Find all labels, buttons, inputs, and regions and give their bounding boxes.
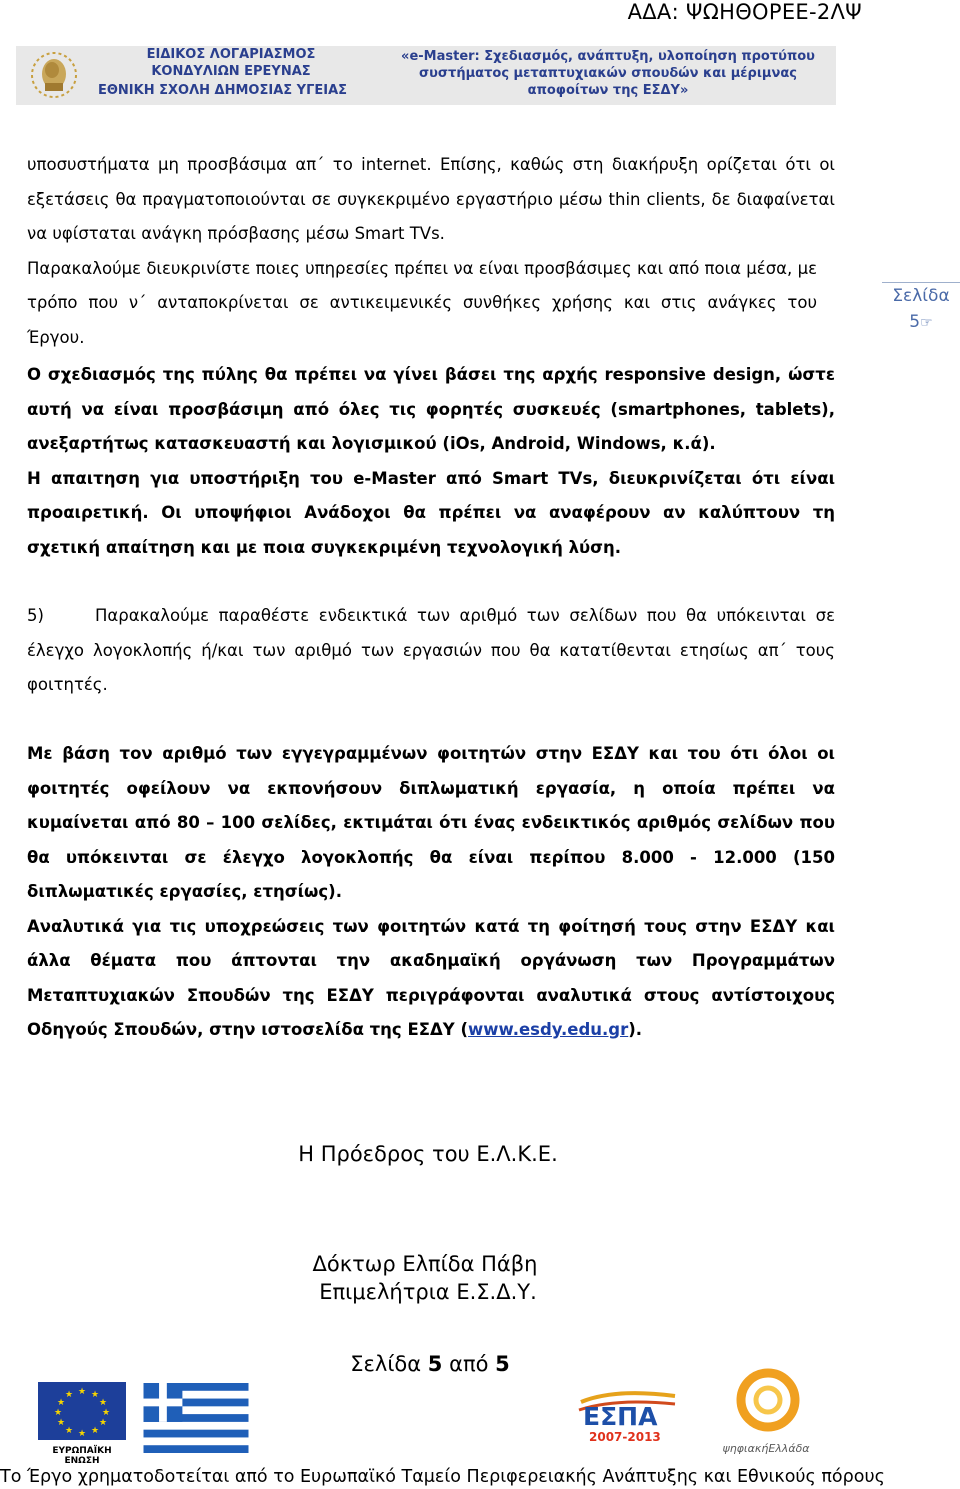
eu-caption: ΕΥΡΩΠΑΪΚΗ ΕΝΩΣΗ (52, 1446, 112, 1466)
svg-text:★: ★ (64, 1426, 74, 1436)
eu-logo (38, 1382, 126, 1466)
svg-text:★: ★ (56, 1418, 66, 1428)
signature-name: Δόκτωρ Ελπίδα Πάβη (312, 1252, 538, 1276)
svg-text:★: ★ (53, 1408, 63, 1418)
header-left-line3: ΕΘΝΙΚΗ ΣΧΟΛΗ ΔΗΜΟΣΙΑΣ ΥΓΕΙΑΣ (98, 83, 348, 98)
signature-role: Επιμελήτρια Ε.Σ.Δ.Υ. (319, 1280, 537, 1304)
svg-text:★: ★ (90, 1390, 100, 1400)
header-right-line2: συστήματος μεταπτυχιακών σπουδών και μέριμνας (419, 66, 797, 81)
header-right-line1: «e-Master: Σχεδιασμός, ανάπτυξη, υλοποίηση προτύπου (401, 49, 815, 64)
header-right-line3: αποφοίτων της ΕΣΔΥ» (527, 83, 689, 98)
answer-section-1 (27, 358, 835, 565)
svg-text:★: ★ (56, 1398, 66, 1408)
page-middle: από (442, 1352, 496, 1376)
header-left-line2: ΚΟΝΔΥΛΙΩΝ ΕΡΕΥΝΑΣ (151, 64, 311, 79)
digital-greece-text: ψηφιακήΕλλάδα (722, 1442, 810, 1455)
question-5 (27, 599, 835, 703)
answer-paragraph-1: Ο σχεδιασμός της πύλης θα πρέπει να γίνει βάσει της αρχής responsive design, ώστε αυτή να είναι προσβάσιμη από όλες τις φορητές συσκευές (smartphones, tablets), ανεξαρτήτως κατασκευαστή και λογισμικού (iOs, Android, Windows, κ.ά). (27, 365, 835, 453)
svg-text:★: ★ (77, 1387, 87, 1397)
document-header (16, 46, 836, 105)
svg-text:★: ★ (77, 1429, 87, 1439)
answer-4-closing: ). (628, 1020, 643, 1039)
signature-title: Η Πρόεδρος του Ε.Λ.Κ.Ε. (298, 1142, 558, 1166)
question-5-number: 5) (27, 606, 44, 625)
eu-flag-icon (38, 1382, 126, 1440)
header-right-block (388, 48, 828, 99)
body-paragraph-1: υποσυστήματα μη προσβάσιμα απ΄ το internet. Επίσης, καθώς στη διακήρυξη ορίζεται ότι οι εξετάσεις θα πραγματοποιούνται σε συγκεκριμένο εργαστήριο μέσω thin clients, δε διαφαίνεται να υφίσταται ανάγκη πρόσβασης μέσω Smart TVs. (27, 155, 835, 243)
espa-years: 2007-2013 (589, 1430, 661, 1444)
school-emblem-logo (28, 50, 80, 100)
espa-title: ΕΣΠΑ (583, 1402, 658, 1431)
answer-section-2 (27, 737, 835, 1048)
header-left-line1: ΕΙΔΙΚΟΣ ΛΟΓΑΡΙΑΣΜΟΣ (146, 47, 316, 62)
question-5-text: Παρακαλούμε παραθέστε ενδεικτικά των αριθμό των σελίδων που θα υπόκεινται σε έλεγχο λογοκλοπής ή/και των αριθμό των εργασιών που θα κατατίθενται ετησίως απ΄ τους φοιτητές. (27, 606, 835, 694)
svg-text:★: ★ (98, 1418, 108, 1428)
body-paragraph-2: Παρακαλούμε διευκρινίστε ποιες υπηρεσίες πρέπει να είναι προσβάσιμες και από ποια μέσα, με τρόπο που ν΄ ανταποκρίνεται σε αντικειμενικές συνθήκες χρήσης και στις ανάγκες του Έργου. (27, 258, 817, 347)
ada-code: ΑΔΑ: ΨΩΗΘΟΡΕΕ-2ΛΨ (627, 0, 862, 24)
answer-paragraph-4 (27, 910, 835, 1048)
page-prefix: Σελίδα (350, 1352, 428, 1376)
page-total: 5 (495, 1352, 510, 1376)
digital-greece-logo (718, 1368, 814, 1460)
digital-greece-emblem-icon (718, 1368, 814, 1438)
esdy-website-link[interactable]: www.esdy.edu.gr (468, 1020, 629, 1039)
answer-paragraph-2: Η απαιτηση για υποστήριξη του e-Master από Smart TVs, διευκρινίζεται ότι είναι προαιρετική. Οι υποψήφιοι Ανάδοχοι θα πρέπει να αναφέρουν αν καλύπτουν τη σχετική απαίτηση και με ποια συγκεκριμένη τεχνολογική λύση. (27, 468, 835, 557)
svg-text:★: ★ (101, 1408, 111, 1418)
pointer-hand-icon: ☞ (920, 315, 933, 331)
body-section-1 (27, 148, 835, 355)
answer-paragraph-3: Με βάση τον αριθμό των εγγεγραμμένων φοιτητών στην ΕΣΔΥ και του ότι όλοι οι φοιτητές οφείλουν να εκπονήσουν διπλωματική εργασία, η οποία πρέπει να κυμαίνεται από 80 – 100 σελίδες, εκτιμάται ότι ένας ενδεικτικός αριθμός σελίδων που θα υπόκεινται σε έλεγχο λογοκλοπής θα είναι περίπου 8.000 - 12.000 (150 διπλωματικές εργασίες, ετησίως). (27, 744, 835, 901)
side-page-number: 5 (909, 312, 921, 332)
header-left-block (86, 46, 376, 99)
svg-text:★: ★ (98, 1398, 108, 1408)
side-page-label: Σελίδα (892, 286, 950, 306)
page-current: 5 (427, 1352, 443, 1376)
answer-4-text: Αναλυτικά για τις υποχρεώσεις των φοιτητών κατά τη φοίτησή τους στην ΕΣΔΥ και άλλα θέματα που άπτονται την ακαδημαϊκή οργάνωση των Προγραμμάτων Μεταπτυχιακών Σπουδών της ΕΣΔΥ περιγράφονται αναλυτικά στους αντίστοιχους Οδηγούς Σπουδών, στην ιστοσελίδα της ΕΣΔΥ ( (27, 916, 835, 1039)
footer-funding-note: Το Έργο χρηματοδοτείται από το Ευρωπαϊκό Ταμείο Περιφερειακής Ανάπτυξης και Εθνικούς πόρους (0, 1467, 885, 1487)
svg-text:★: ★ (90, 1426, 100, 1436)
svg-text:★: ★ (64, 1390, 74, 1400)
espa-logo (575, 1388, 679, 1448)
side-page-marker (882, 282, 960, 336)
greek-flag-icon (143, 1383, 249, 1453)
